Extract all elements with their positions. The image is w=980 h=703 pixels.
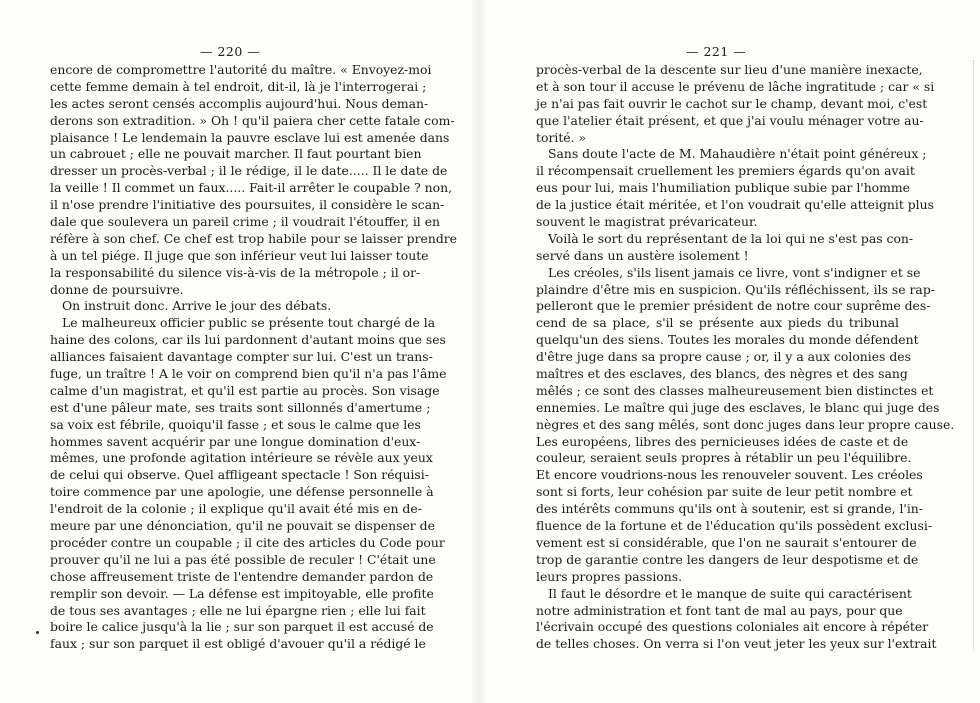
text-line: Et encore voudrions-nous les renouveler souvent. Les créoles	[536, 467, 923, 483]
text-line: Il faut le désordre et le manque de suite qui caractérisent	[548, 585, 912, 601]
text-line: et à son tour il accuse le prévenu de lâche ingratitude ; car « si	[536, 78, 935, 94]
text-line: faux ; sur son parquet il est obligé d'avouer qu'il a rédigé le	[50, 636, 426, 652]
text-line: derons son extradition. » Oh ! qu'il paiera cher cette fatale com-	[50, 112, 455, 128]
text-line: que l'atelier était présent, et que j'ai voulu ménager votre au-	[536, 112, 924, 128]
text-line: eus pour lui, mais l'humiliation publique subie par l'homme	[536, 180, 910, 196]
right-page	[488, 0, 980, 703]
text-line: remplir son devoir. — La défense est impitoyable, elle profite	[50, 585, 434, 601]
text-line: il récompensait cruellement les premiers égards qu'on avait	[536, 163, 915, 179]
text-line: vement est si considérable, que l'on ne saurait s'entourer de	[536, 534, 917, 550]
text-line: Les européens, libres des pernicieuses idées de caste et de	[536, 433, 909, 449]
text-line: Le malheureux officier public se présente tout chargé de la	[62, 315, 436, 331]
text-line: cend de sa place, s'il se présente aux pieds du tribunal	[536, 315, 899, 331]
text-line: dresser un procès-verbal ; il le rédige, il le date..... Il le date de	[50, 163, 448, 179]
text-line: l'endroit de la colonie ; il explique qu'il avait été mis en de-	[50, 501, 422, 517]
right-page-number: — 221 —	[686, 44, 747, 59]
text-line: alliances faisaient davantage compter sur lui. C'est un trans-	[50, 349, 433, 365]
text-line: chose affreusement triste de l'entendre demander pardon de	[50, 568, 434, 584]
book-gutter	[470, 0, 488, 703]
text-line: trop de garantie contre les dangers de leur despotisme et de	[536, 551, 919, 567]
text-line: calme d'un magistrat, et qu'il est partie au procès. Son visage	[50, 382, 440, 398]
text-line: l'écrivain occupé des questions coloniales ait encore à répéter	[536, 619, 929, 635]
text-line: encore de compromettre l'autorité du maître. « Envoyez-moi	[50, 62, 432, 77]
text-line: On instruit donc. Arrive le jour des débats.	[62, 298, 332, 314]
left-page-number: — 220 —	[200, 44, 261, 59]
text-line: fluence de la fortune et de l'éducation qu'ils possèdent exclusi-	[536, 518, 933, 534]
text-line: torité. »	[536, 129, 587, 145]
text-line: ennemies. Le maître qui juge des esclaves, le blanc qui juge des	[536, 399, 940, 415]
text-line: Voilà le sort du représentant de la loi qui ne s'est pas con-	[548, 230, 914, 246]
left-page	[0, 0, 470, 703]
text-line: cette femme demain à tel endroit, dit-il, là je l'interrogerai ;	[50, 78, 427, 94]
text-line: la veille ! Il commet un faux..... Fait-il arrêter le coupable ? non,	[50, 180, 453, 196]
text-line: prouver qu'il ne lui a pas été possible de reculer ! C'était une	[50, 551, 436, 567]
text-line: un cabrouet ; elle ne pouvait marcher. Il faut pourtant bien	[50, 146, 422, 162]
text-line: de tous ses avantages ; elle ne lui épargne rien ; elle lui fait	[50, 602, 426, 618]
text-line: de la justice était méritée, et l'on voudrait qu'elle atteignit plus	[536, 197, 934, 213]
text-line: procéder contre un coupable ; il cite des articles du Code pour	[50, 534, 445, 550]
text-line: nègres et des sang mêlés, sont donc juges dans leur propre cause.	[536, 416, 955, 432]
text-line: maîtres et des esclaves, des blancs, des nègres et des sang	[536, 366, 908, 382]
text-line: réfère à son chef. Ce chef est trop habile pour se laisser prendre	[50, 230, 458, 246]
text-line: il n'ose prendre l'initiative des poursuites, il considère le scan-	[50, 197, 445, 213]
text-line: à un tel piége. Il juge que son inférieur veut lui laisser toute	[50, 247, 429, 263]
text-line: donne de poursuivre.	[50, 281, 184, 297]
text-line: quelqu'un des siens. Toutes les morales du monde défendent	[536, 332, 919, 348]
print-speck	[36, 631, 39, 634]
text-line: haine des colons, car ils lui pardonnent d'autant moins que ses	[50, 332, 446, 348]
text-line: d'être juge dans sa propre cause ; or, il y a aux colonies des	[536, 349, 911, 365]
right-page-text	[536, 62, 955, 653]
text-line: plaindre d'être mis en suspicion. Qu'ils réfléchissent, ils se rap-	[536, 281, 935, 297]
text-line: toire commence par une apologie, une défense personnelle à	[50, 484, 434, 500]
text-line: la responsabilité du silence vis-à-vis de la métropole ; il or-	[50, 264, 421, 280]
text-line: pelleront que le premier président de notre cour suprême des-	[536, 298, 931, 314]
text-line: servé dans un austère isolement !	[536, 247, 749, 263]
text-line: Les créoles, s'ils lisent jamais ce livre, vont s'indigner et se	[548, 264, 921, 280]
text-line: leurs propres passions.	[536, 568, 683, 584]
text-line: Sans doute l'acte de M. Mahaudière n'était point généreux ;	[548, 146, 927, 162]
text-line: boire le calice jusqu'à la lie ; sur son parquet il est accusé de	[50, 619, 434, 635]
text-line: je n'ai pas fait ouvrir le cachot sur le champ, devant moi, c'est	[536, 95, 928, 111]
text-line: de celui qui observe. Quel affligeant spectacle ! Son réquisi-	[50, 467, 429, 483]
text-line: procès-verbal de la descente sur lieu d'une manière inexacte,	[536, 62, 923, 77]
text-line: fuge, un traître ! A le voir on comprend bien qu'il n'a pas l'âme	[50, 366, 447, 382]
text-line: mêmes, une profonde agitation intérieure se révèle aux yeux	[50, 450, 433, 466]
text-line: est d'une pâleur mate, ses traits sont sillonnés d'amertume ;	[50, 399, 431, 415]
text-line: les actes seront censés accomplis aujourd'hui. Nous deman-	[50, 95, 429, 111]
text-line: meure par une dénonciation, qu'il ne pouvait se dispenser de	[50, 518, 435, 534]
text-line: souvent le magistrat prévaricateur.	[536, 214, 758, 230]
text-line: plaisance ! Le lendemain la pauvre esclave lui est amenée dans	[50, 129, 450, 145]
text-line: hommes savent acquérir par une longue domination d'eux-	[50, 433, 421, 449]
text-line: sa voix est fébrile, quoiqu'il fasse ; et sous le calme que les	[50, 416, 421, 432]
page-edge	[971, 60, 974, 650]
text-line: mêlés ; ce sont des classes malheureusement bien distinctes et	[536, 382, 934, 398]
text-line: couleur, seraient seuls propres à rétablir un peu l'équilibre.	[536, 450, 912, 466]
text-line: sont si forts, leur cohésion par suite de leur petit nombre et	[536, 484, 913, 500]
left-page-text	[50, 62, 458, 653]
text-line: notre administration et font tant de mal au pays, pour que	[536, 602, 903, 618]
text-line: de telles choses. On verra si l'on veut jeter les yeux sur l'extrait	[536, 636, 937, 652]
text-line: des intérêts communs qu'ils ont à soutenir, est si grande, l'in-	[536, 501, 923, 517]
text-line: dale que soulevera un pareil crime ; il voudrait l'étouffer, il en	[50, 214, 441, 230]
